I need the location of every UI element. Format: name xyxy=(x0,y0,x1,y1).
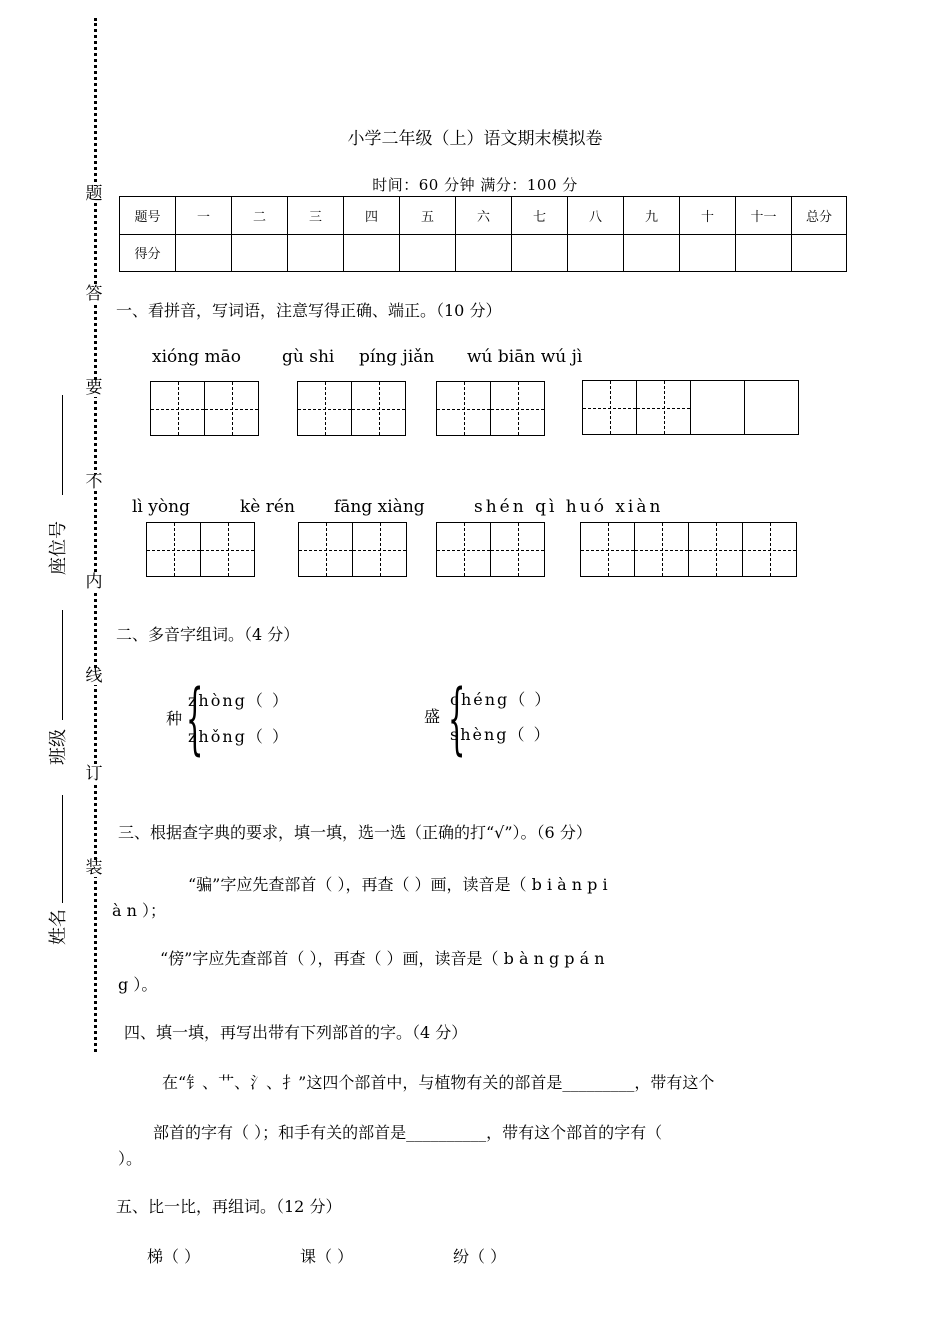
name-label: 姓名 xyxy=(48,909,69,945)
pinyin-label: gù shi xyxy=(282,347,335,367)
writing-box[interactable] xyxy=(490,381,545,436)
compare-word-item: 梯（ ） xyxy=(147,1247,201,1266)
writing-grid xyxy=(436,381,545,436)
writing-box[interactable] xyxy=(690,380,745,435)
radical-question-line2: 部首的字有（ ）；和手有关的部首是__________，带有这个部首的字有（ xyxy=(153,1123,663,1142)
score-table-header-row xyxy=(120,197,847,235)
margin-char-bu: 不 xyxy=(85,472,103,492)
name-blank xyxy=(62,795,63,903)
pinyin-label: kè rén xyxy=(240,497,295,517)
writing-box[interactable] xyxy=(436,381,491,436)
writing-box[interactable] xyxy=(636,380,691,435)
pinyin-label: shén qì huó xiàn xyxy=(474,497,664,517)
writing-box[interactable] xyxy=(351,381,406,436)
dictionary-question-2-cont: g ）。 xyxy=(118,975,158,994)
dictionary-question-1: “骗”字应先查部首（ ），再查（ ）画，读音是（ b i à n p i xyxy=(188,875,608,894)
table-cell: 七 xyxy=(512,197,568,235)
table-cell: 四 xyxy=(344,197,400,235)
margin-char-yao: 要 xyxy=(85,378,103,398)
polyphone-reading: chéng（ ） xyxy=(450,690,553,709)
table-cell: 十 xyxy=(680,197,736,235)
margin-char-ti: 题 xyxy=(85,184,103,204)
score-row-label: 得分 xyxy=(120,234,176,272)
section4-heading: 四、填一填，再写出带有下列部首的字。（4 分） xyxy=(124,1023,468,1042)
dictionary-question-2: “傍”字应先查部首（ ），再查（ ）画，读音是（ b à n g p á n xyxy=(160,949,605,968)
score-input-cell[interactable] xyxy=(680,234,736,272)
section2-heading: 二、多音字组词。（4 分） xyxy=(116,625,300,644)
writing-grid xyxy=(580,522,797,577)
writing-box[interactable] xyxy=(297,381,352,436)
table-cell: 总分 xyxy=(792,197,847,235)
brace-icon: { xyxy=(448,674,466,764)
score-table-score-row xyxy=(120,234,847,272)
section5-heading: 五、比一比，再组词。（12 分） xyxy=(116,1197,342,1216)
section3-heading: 三、根据查字典的要求，填一填，选一选（正确的打“√”）。（6 分） xyxy=(118,823,592,842)
pinyin-label: xióng māo xyxy=(152,347,241,367)
writing-box[interactable] xyxy=(200,522,255,577)
pinyin-label: píng jiǎn xyxy=(359,347,435,367)
table-cell: 二 xyxy=(232,197,288,235)
exam-title: 小学二年级（上）语文期末模拟卷 xyxy=(347,129,603,149)
seat-number-blank xyxy=(62,395,63,495)
pinyin-label: fāng xiàng xyxy=(334,497,425,517)
polyphone-char: 盛 xyxy=(424,707,441,726)
writing-grid xyxy=(582,380,799,435)
writing-box[interactable] xyxy=(580,522,635,577)
score-table xyxy=(119,196,847,272)
pinyin-label: wú biān wú jì xyxy=(467,347,583,367)
dictionary-question-1-cont: à n ）； xyxy=(112,901,167,920)
margin-char-zhuang: 装 xyxy=(85,858,103,878)
writing-grid xyxy=(150,381,259,436)
score-input-cell[interactable] xyxy=(344,234,400,272)
writing-box[interactable] xyxy=(352,522,407,577)
writing-box[interactable] xyxy=(742,522,797,577)
writing-grid xyxy=(298,522,407,577)
compare-word-item: 纷（ ） xyxy=(453,1247,507,1266)
writing-grid xyxy=(436,522,545,577)
polyphone-reading: shèng（ ） xyxy=(450,725,552,744)
polyphone-char: 种 xyxy=(166,709,183,728)
table-cell: 一 xyxy=(176,197,232,235)
table-cell: 题号 xyxy=(120,197,176,235)
writing-box[interactable] xyxy=(298,522,353,577)
table-cell: 八 xyxy=(568,197,624,235)
score-input-cell[interactable] xyxy=(792,234,847,272)
writing-box[interactable] xyxy=(150,381,205,436)
score-input-cell[interactable] xyxy=(512,234,568,272)
writing-box[interactable] xyxy=(744,380,799,435)
writing-box[interactable] xyxy=(490,522,545,577)
score-input-cell[interactable] xyxy=(176,234,232,272)
writing-box[interactable] xyxy=(436,522,491,577)
margin-char-xian: 线 xyxy=(85,666,103,686)
writing-box[interactable] xyxy=(582,380,637,435)
table-cell: 十一 xyxy=(736,197,792,235)
table-cell: 五 xyxy=(400,197,456,235)
margin-char-ding: 订 xyxy=(85,764,103,784)
writing-grid xyxy=(297,381,406,436)
score-input-cell[interactable] xyxy=(736,234,792,272)
margin-char-da: 答 xyxy=(85,284,103,304)
polyphone-reading: zhòng（ ） xyxy=(188,691,291,710)
exam-subtitle: 时间：60 分钟 满分：100 分 xyxy=(372,176,578,194)
compare-word-item: 课（ ） xyxy=(300,1247,354,1266)
radical-question-line3: ）。 xyxy=(118,1149,143,1168)
brace-icon: { xyxy=(186,674,204,764)
table-cell: 九 xyxy=(624,197,680,235)
score-input-cell[interactable] xyxy=(400,234,456,272)
section1-heading: 一、看拼音，写词语，注意写得正确、端正。（10 分） xyxy=(116,301,502,320)
writing-grid xyxy=(146,522,255,577)
polyphone-reading: zhǒng（ ） xyxy=(188,727,291,746)
score-input-cell[interactable] xyxy=(568,234,624,272)
table-cell: 三 xyxy=(288,197,344,235)
table-cell: 六 xyxy=(456,197,512,235)
score-input-cell[interactable] xyxy=(232,234,288,272)
pinyin-label: lì yòng xyxy=(132,497,190,517)
writing-box[interactable] xyxy=(688,522,743,577)
writing-box[interactable] xyxy=(204,381,259,436)
score-input-cell[interactable] xyxy=(456,234,512,272)
margin-char-nei: 内 xyxy=(85,572,103,592)
class-blank xyxy=(62,610,63,720)
score-input-cell[interactable] xyxy=(288,234,344,272)
radical-question-line1: 在“钅、艹、氵、扌”这四个部首中，与植物有关的部首是_________，带有这个 xyxy=(162,1073,715,1092)
class-label: 班级 xyxy=(48,729,69,765)
writing-box[interactable] xyxy=(634,522,689,577)
seat-number-label: 座位号 xyxy=(48,521,69,575)
writing-box[interactable] xyxy=(146,522,201,577)
score-input-cell[interactable] xyxy=(624,234,680,272)
